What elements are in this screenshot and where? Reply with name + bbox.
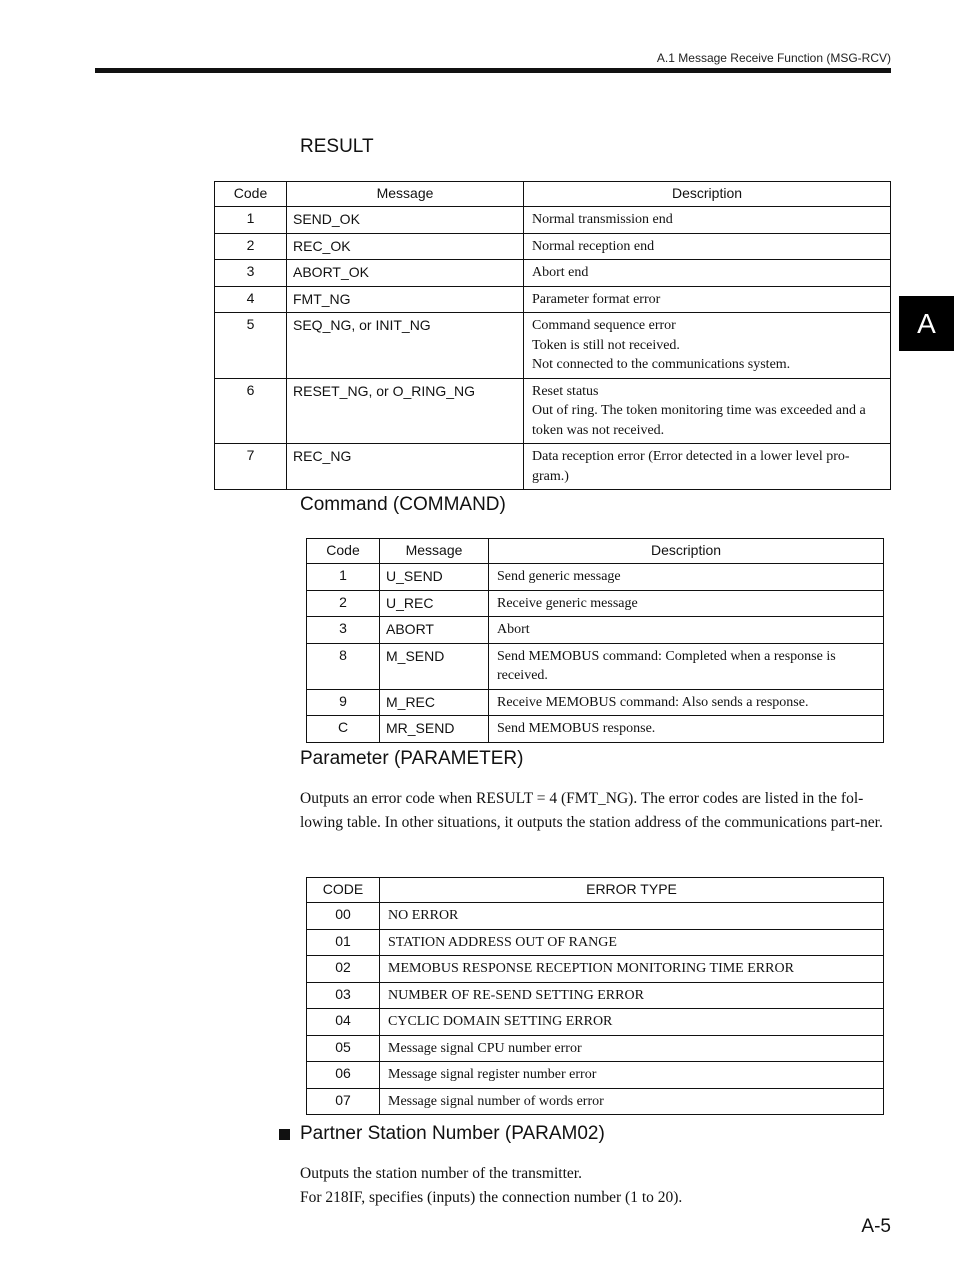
- table-row: [307, 982, 884, 1009]
- description-cell: Abort: [489, 617, 884, 644]
- message-cell: SEND_OK: [287, 207, 524, 234]
- message-cell: FMT_NG: [287, 286, 524, 313]
- description-line: Parameter format error: [532, 291, 661, 307]
- error-type-cell: NO ERROR: [380, 903, 884, 930]
- code-cell: 01: [307, 929, 380, 956]
- table-row: [307, 929, 884, 956]
- column-header: Code: [215, 182, 287, 207]
- column-header: ERROR TYPE: [380, 878, 884, 903]
- table-row: [307, 643, 884, 689]
- error-type-cell: Message signal number of words error: [380, 1088, 884, 1115]
- code-cell: 04: [307, 1009, 380, 1036]
- description-line: Normal reception end: [532, 238, 655, 254]
- bullet-square-icon: [279, 1129, 290, 1140]
- message-cell: M_REC: [380, 689, 489, 716]
- description-cell: Send MEMOBUS command: Completed when a response is received.: [489, 643, 884, 689]
- command-heading: Command (COMMAND): [300, 494, 506, 515]
- description-cell: [524, 260, 891, 287]
- description-cell: Receive generic message: [489, 590, 884, 617]
- code-cell: 2: [215, 233, 287, 260]
- error-type-cell: Message signal CPU number error: [380, 1035, 884, 1062]
- description-cell: [524, 207, 891, 234]
- column-header: Message: [380, 539, 489, 564]
- error-type-cell: NUMBER OF RE-SEND SETTING ERROR: [380, 982, 884, 1009]
- code-cell: 9: [307, 689, 380, 716]
- partner-heading: [300, 1123, 605, 1145]
- code-cell: 3: [215, 260, 287, 287]
- description-cell: [524, 313, 891, 379]
- table-row: [215, 378, 891, 444]
- page-number: A-5: [861, 1216, 891, 1237]
- code-cell: 6: [215, 378, 287, 444]
- message-cell: RESET_NG, or O_RING_NG: [287, 378, 524, 444]
- code-cell: 2: [307, 590, 380, 617]
- error-type-cell: Message signal register number error: [380, 1062, 884, 1089]
- message-cell: ABORT: [380, 617, 489, 644]
- description-line: Command sequence error: [532, 318, 676, 333]
- code-cell: 1: [215, 207, 287, 234]
- table-row: [307, 716, 884, 743]
- error-type-cell: MEMOBUS RESPONSE RECEPTION MONITORING TIME ERROR: [380, 956, 884, 983]
- table-row: [215, 233, 891, 260]
- code-cell: 4: [215, 286, 287, 313]
- column-header: CODE: [307, 878, 380, 903]
- code-cell: C: [307, 716, 380, 743]
- column-header: Code: [307, 539, 380, 564]
- message-cell: MR_SEND: [380, 716, 489, 743]
- code-cell: 00: [307, 903, 380, 930]
- code-cell: 03: [307, 982, 380, 1009]
- description-line: Abort end: [532, 265, 589, 280]
- running-header: A.1 Message Receive Function (MSG-RCV): [656, 51, 891, 65]
- column-header: Description: [489, 539, 884, 564]
- message-cell: U_SEND: [380, 564, 489, 591]
- column-header: Description: [524, 182, 891, 207]
- description-cell: Send MEMOBUS response.: [489, 716, 884, 743]
- description-cell: Send generic message: [489, 564, 884, 591]
- code-cell: 1: [307, 564, 380, 591]
- table-row: [215, 260, 891, 287]
- description-cell: Receive MEMOBUS command: Also sends a response.: [489, 689, 884, 716]
- result-heading: RESULT: [300, 136, 374, 157]
- table-row: [307, 1009, 884, 1036]
- partner-description: [300, 1162, 886, 1210]
- code-cell: 5: [215, 313, 287, 379]
- description-line: Token is still not received.: [532, 337, 680, 353]
- table-row: [307, 564, 884, 591]
- description-cell: [524, 233, 891, 260]
- message-cell: ABORT_OK: [287, 260, 524, 287]
- description-cell: [524, 444, 891, 490]
- table-row: [215, 207, 891, 234]
- code-cell: 06: [307, 1062, 380, 1089]
- code-cell: 05: [307, 1035, 380, 1062]
- table-row: [307, 590, 884, 617]
- message-cell: U_REC: [380, 590, 489, 617]
- parameter-description: Outputs an error code when RESULT = 4 (FMT_NG). The error codes are listed in the fol-lowing table. In other situations, it outputs the station address of the communications part-ner.: [300, 790, 883, 831]
- error-type-cell: CYCLIC DOMAIN SETTING ERROR: [380, 1009, 884, 1036]
- table-row: [215, 444, 891, 490]
- appendix-tab: A: [899, 296, 954, 351]
- description-line: Normal transmission end: [532, 212, 673, 227]
- description-line: Data reception error (Error detected in a lower level pro-gram.): [532, 449, 850, 484]
- code-cell: 3: [307, 617, 380, 644]
- table-row: [307, 956, 884, 983]
- description-cell: [524, 378, 891, 444]
- message-cell: REC_NG: [287, 444, 524, 490]
- table-row: [307, 617, 884, 644]
- description-line: Reset status: [532, 383, 599, 399]
- code-cell: 8: [307, 643, 380, 689]
- result-table: [214, 181, 891, 490]
- error-code-table: [306, 877, 884, 1115]
- command-table: [306, 538, 884, 743]
- table-row: [307, 1062, 884, 1089]
- partner-line: Outputs the station number of the transmitter.: [300, 1165, 582, 1182]
- message-cell: REC_OK: [287, 233, 524, 260]
- table-row: [307, 1035, 884, 1062]
- table-row: [307, 689, 884, 716]
- table-row: [215, 286, 891, 313]
- error-type-cell: STATION ADDRESS OUT OF RANGE: [380, 929, 884, 956]
- message-cell: SEQ_NG, or INIT_NG: [287, 313, 524, 379]
- code-cell: 07: [307, 1088, 380, 1115]
- partner-line: For 218IF, specifies (inputs) the connection number (1 to 20).: [300, 1189, 683, 1206]
- code-cell: 7: [215, 444, 287, 490]
- partner-heading-text: Partner Station Number (PARAM02): [300, 1123, 605, 1144]
- description-line: Out of ring. The token monitoring time was exceeded and a token was not received.: [532, 403, 866, 438]
- table-row: [215, 313, 891, 379]
- description-line: Not connected to the communications system.: [532, 357, 791, 372]
- message-cell: M_SEND: [380, 643, 489, 689]
- parameter-heading: Parameter (PARAMETER): [300, 748, 524, 769]
- description-cell: [524, 286, 891, 313]
- header-rule: [95, 68, 891, 73]
- column-header: Message: [287, 182, 524, 207]
- table-row: [307, 903, 884, 930]
- code-cell: 02: [307, 956, 380, 983]
- table-row: [307, 1088, 884, 1115]
